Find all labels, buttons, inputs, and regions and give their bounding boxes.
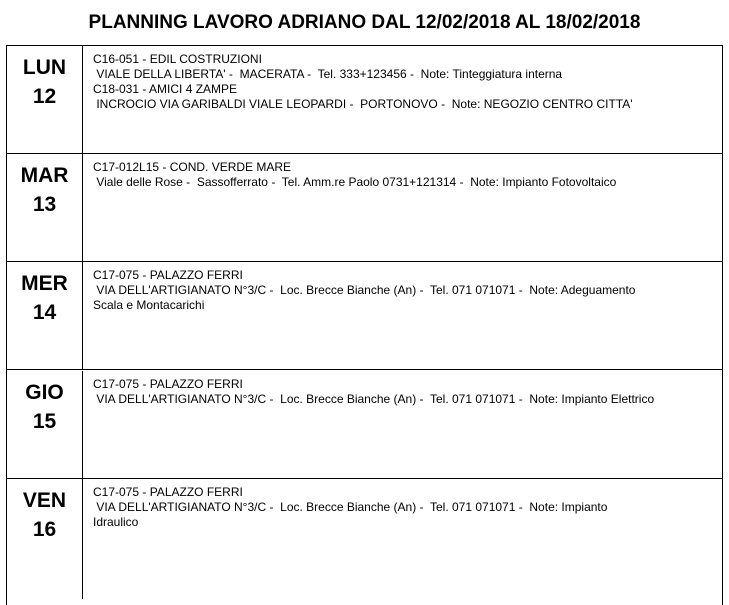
job-details: Viale delle Rose - Sassofferrato - Tel. Amm.re Paolo 0731+121314 - Note: Impianto Fotovoltaico — [93, 175, 617, 189]
day-number: 14 — [32, 301, 57, 324]
job-title: C17-012L15 - COND. VERDE MARE — [93, 160, 292, 174]
day-row-fri — [7, 479, 722, 599]
job-details-continued: Scala e Montacarichi — [93, 298, 205, 312]
day-cell — [7, 371, 83, 478]
day-cell — [7, 154, 83, 261]
job-details: VIA DELL'ARTIGIANATO N°3/C - Loc. Brecce Bianche (An) - Tel. 071 071071 - Note: Adeguamento — [93, 283, 636, 297]
day-number: 13 — [32, 193, 57, 216]
day-jobs — [93, 268, 718, 313]
day-row-wed — [7, 262, 722, 370]
page-title: PLANNING LAVORO ADRIANO DAL 12/02/2018 AL 18/02/2018 — [88, 12, 641, 33]
day-row-tue — [7, 154, 722, 262]
job-details: VIALE DELLA LIBERTA' - MACERATA - Tel. 333+123456 - Note: Tinteggiatura interna — [93, 67, 563, 81]
job-details: VIA DELL'ARTIGIANATO N°3/C - Loc. Brecce Bianche (An) - Tel. 071 071071 - Note: Impianto Elettrico — [93, 392, 655, 406]
day-number: 16 — [32, 518, 57, 541]
job-title: C16-051 - EDIL COSTRUZIONI — [93, 52, 262, 66]
day-name: LUN — [22, 56, 67, 79]
job-details: VIA DELL'ARTIGIANATO N°3/C - Loc. Brecce Bianche (An) - Tel. 071 071071 - Note: Impianto — [93, 500, 608, 514]
day-row-thu — [7, 371, 722, 479]
day-name: VEN — [22, 489, 67, 512]
job-details: INCROCIO VIA GARIBALDI VIALE LEOPARDI - PORTONOVO - Note: NEGOZIO CENTRO CITTA' — [93, 97, 633, 111]
day-jobs — [93, 52, 718, 112]
job-title: C17-075 - PALAZZO FERRI — [93, 268, 243, 282]
planning-table — [6, 45, 723, 605]
day-name: MAR — [20, 164, 69, 187]
job-title: C17-075 - PALAZZO FERRI — [93, 377, 243, 391]
day-name: MER — [21, 272, 68, 295]
day-jobs — [93, 377, 718, 407]
day-jobs — [93, 160, 718, 190]
day-cell — [7, 479, 83, 599]
day-number: 12 — [32, 85, 57, 108]
day-row-mon — [7, 46, 722, 154]
day-cell — [7, 262, 83, 369]
job-title: C18-031 - AMICI 4 ZAMPE — [93, 82, 238, 96]
day-jobs — [93, 485, 718, 530]
day-cell — [7, 46, 83, 153]
day-name: GIO — [25, 381, 64, 404]
job-details-continued: Idraulico — [93, 515, 139, 529]
job-title: C17-075 - PALAZZO FERRI — [93, 485, 243, 499]
day-number: 15 — [32, 410, 57, 433]
